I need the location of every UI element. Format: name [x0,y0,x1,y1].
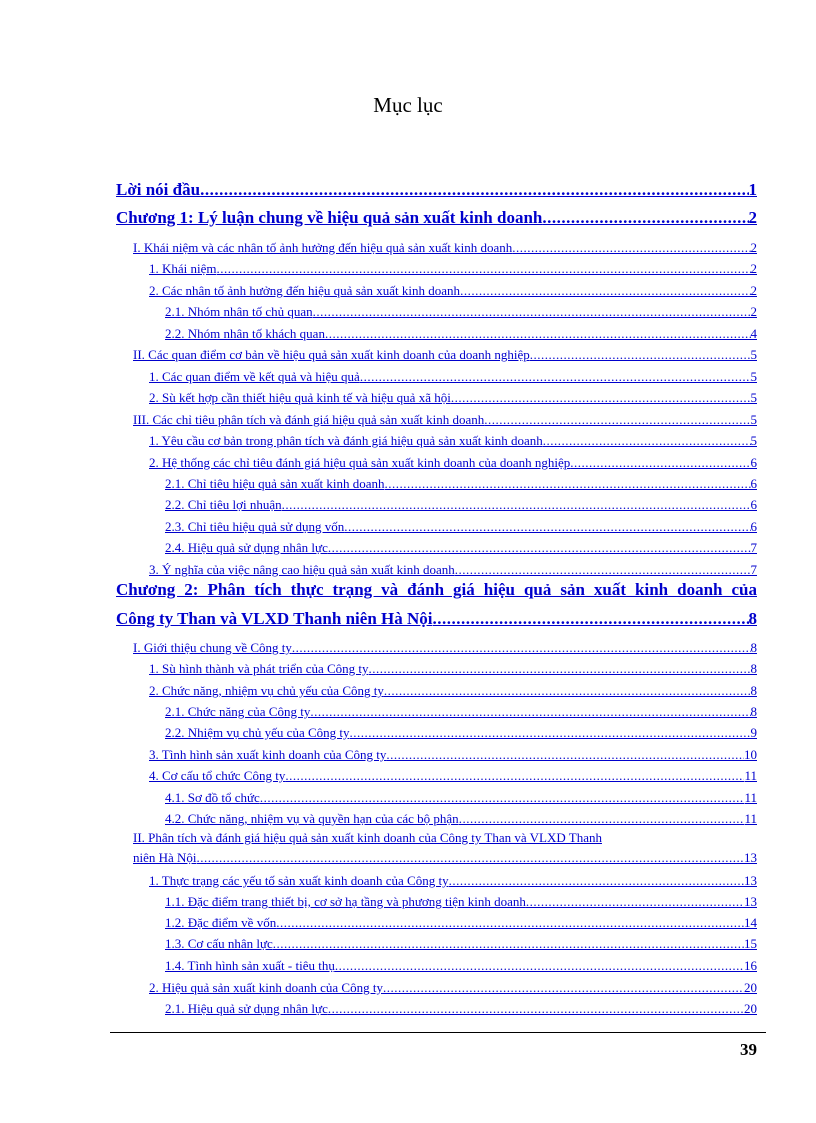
toc-entry-2-I-4[interactable]: 4. Cơ cấu tổ chức Công ty ..... 11 [149,768,757,784]
toc-entry-2-II-cont[interactable]: niên Hà Nội ..... 13 [133,850,757,866]
toc-entry-1-III-2[interactable]: 2. Hệ thống các chỉ tiêu đánh giá hiệu quả sản xuất kinh doanh của doanh nghiệp ..... 6 [149,455,757,471]
toc-entry-1-II-2[interactable]: 2. Sù kết hợp cần thiết hiệu quả kinh tế và hiệu quả xã hội ..... 5 [149,390,757,406]
toc-entry-1-III-2-4[interactable]: 2.4. Hiệu quả sử dụng nhân lực ..... 7 [165,540,757,556]
footer-rule [110,1032,766,1033]
toc-entry-1-III[interactable]: III. Các chỉ tiêu phân tích và đánh giá hiệu quả sản xuất kinh doanh ..... 5 [133,412,757,428]
toc-entry-loi-noi-dau[interactable]: Lời nói đầu ..... 1 [116,180,757,200]
toc-entry-2-II-1[interactable]: 1. Thực trạng các yếu tố sản xuất kinh doanh của Công ty ..... 13 [149,873,757,889]
toc-entry-1-III-1[interactable]: 1. Yêu cầu cơ bản trong phân tích và đánh giá hiệu quả sản xuất kinh doanh ..... 5 [149,433,757,449]
toc-entry-1-II[interactable]: II. Các quan điểm cơ bản về hiệu quả sản xuất kinh doanh của doanh nghiệp ..... 5 [133,347,757,363]
toc-entry-2-II-2[interactable]: 2. Hiệu quả sản xuất kinh doanh của Công ty ..... 20 [149,980,757,996]
toc-entry-1-III-3[interactable]: 3. Ý nghĩa của việc nâng cao hiệu quả sản xuất kinh doanh ..... 7 [149,562,757,578]
toc-entry-chuong-1[interactable]: Chương 1: Lý luận chung về hiệu quả sản xuất kinh doanh ..... 2 [116,208,757,228]
toc-entry-1-III-2-1[interactable]: 2.1. Chỉ tiêu hiệu quả sản xuất kinh doanh ..... 6 [165,476,757,492]
toc-entry-1-I-2-1[interactable]: 2.1. Nhóm nhân tố chủ quan ..... 2 [165,304,757,320]
toc-entry-1-III-2-3[interactable]: 2.3. Chỉ tiêu hiệu quả sử dụng vốn ..... 6 [165,519,757,535]
toc-entry-1-I-2[interactable]: 2. Các nhân tố ảnh hưởng đến hiệu quả sản xuất kinh doanh ..... 2 [149,283,757,299]
toc-entry-chuong-2[interactable]: Chương 2: Phân tích thực trạng và đánh giá hiệu quả sản xuất kinh doanh của [116,580,757,599]
page-title: Mục lục [373,93,443,117]
toc-entry-1-I[interactable]: I. Khái niệm và các nhân tố ảnh hưởng đến hiệu quả sản xuất kinh doanh ..... 2 [133,240,757,256]
toc-entry-2-II[interactable]: II. Phân tích và đánh giá hiệu quả sản xuất kinh doanh của Công ty Than và VLXD Thanh [133,830,602,845]
toc-entry-2-I-2[interactable]: 2. Chức năng, nhiệm vụ chủ yếu của Công ty ..... 8 [149,683,757,699]
toc-entry-1-III-2-2[interactable]: 2.2. Chỉ tiêu lợi nhuận ..... 6 [165,497,757,513]
toc-entry-2-I-2-1[interactable]: 2.1. Chức năng của Công ty ..... 8 [165,704,757,720]
toc-entry-chuong-2-cont[interactable]: Công ty Than và VLXD Thanh niên Hà Nội ..... 8 [116,609,757,629]
toc-entry-2-II-1-3[interactable]: 1.3. Cơ cấu nhân lực ..... 15 [165,936,757,952]
toc-entry-2-I[interactable]: I. Giới thiệu chung về Công ty ..... 8 [133,640,757,656]
toc-entry-2-I-4-1[interactable]: 4.1. Sơ đồ tổ chức ..... 11 [165,790,757,806]
page-number: 39 [740,1040,757,1059]
toc-entry-2-II-2-1[interactable]: 2.1. Hiệu quả sử dụng nhân lực ..... 20 [165,1001,757,1017]
toc-entry-2-II-1-1[interactable]: 1.1. Đặc điểm trang thiết bị, cơ sở hạ tầng và phương tiện kinh doanh ..... 13 [165,894,757,910]
toc-entry-2-II-1-2[interactable]: 1.2. Đặc điểm về vốn ..... 14 [165,915,757,931]
toc-entry-1-II-1[interactable]: 1. Các quan điểm về kết quả và hiệu quả ..... 5 [149,369,757,385]
toc-entry-2-I-1[interactable]: 1. Sù hình thành và phát triển của Công ty ..... 8 [149,661,757,677]
toc-entry-1-I-1[interactable]: 1. Khái niệm ..... 2 [149,261,757,277]
toc-entry-2-I-3[interactable]: 3. Tình hình sản xuất kinh doanh của Công ty ..... 10 [149,747,757,763]
toc-entry-2-II-1-4[interactable]: 1.4. Tình hình sản xuất - tiêu thụ ..... 16 [165,958,757,974]
toc-entry-2-I-4-2[interactable]: 4.2. Chức năng, nhiệm vụ và quyền hạn của các bộ phận ..... 11 [165,811,757,827]
toc-entry-1-I-2-2[interactable]: 2.2. Nhóm nhân tố khách quan ..... 4 [165,326,757,342]
toc-entry-2-I-2-2[interactable]: 2.2. Nhiệm vụ chủ yếu của Công ty ..... 9 [165,725,757,741]
